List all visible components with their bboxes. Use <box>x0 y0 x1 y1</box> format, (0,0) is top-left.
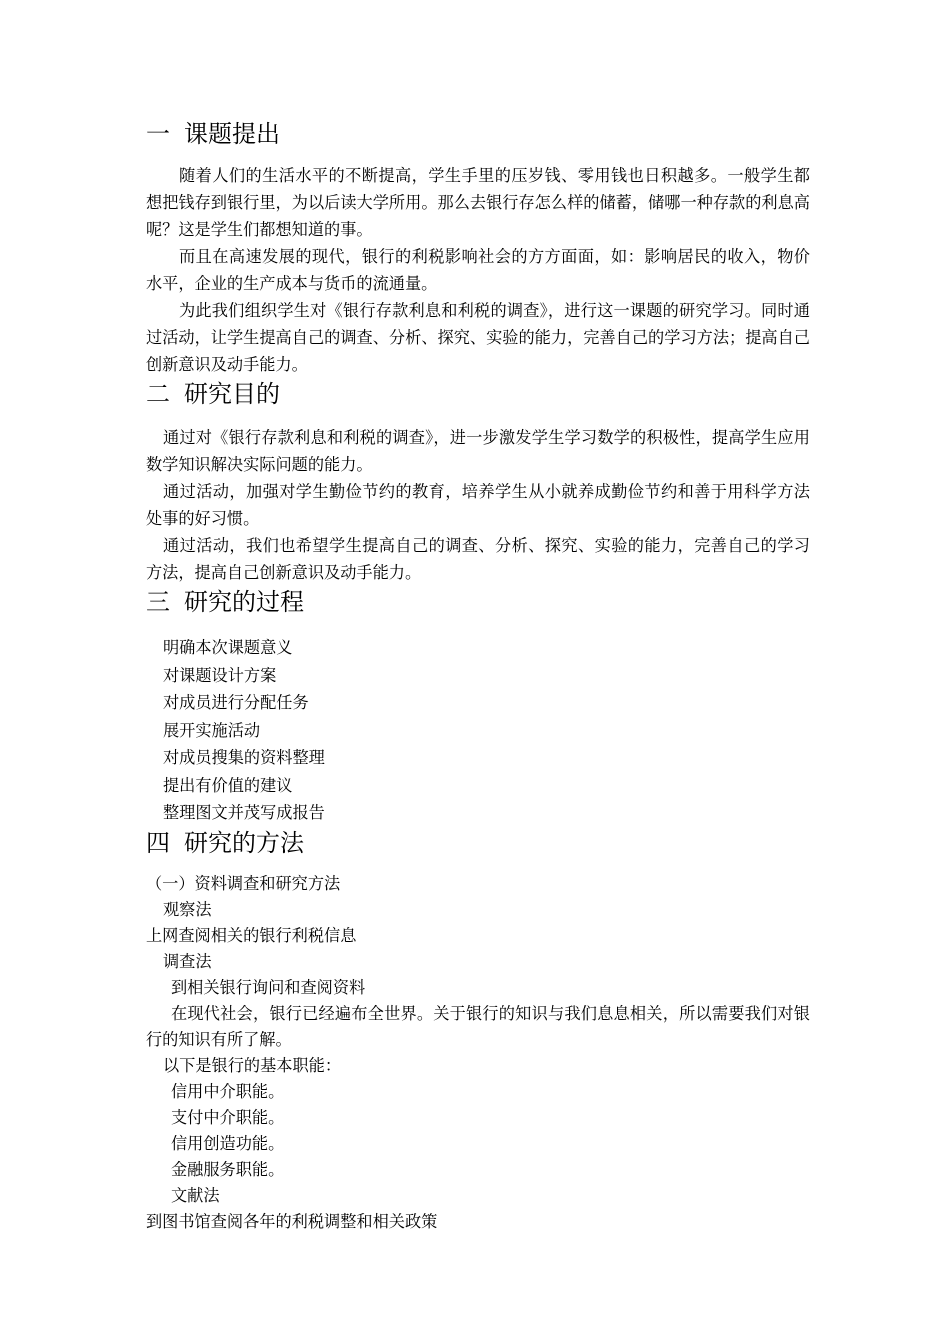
section-heading-1 <box>146 118 810 150</box>
section-heading-2 <box>146 378 810 410</box>
section-title: 课题提出 <box>184 120 280 148</box>
section-title: 研究的过程 <box>184 588 304 616</box>
section-number: 四 <box>146 828 170 857</box>
list-item: 对课题设计方案 <box>163 665 277 685</box>
function-item: 信用创造功能。 <box>171 1133 285 1153</box>
section-title: 研究的方法 <box>184 828 304 857</box>
paragraph: 随着人们的生活水平的不断提高，学生手里的压岁钱、零用钱也日积越多。一般学生都想把钱存到银行里，为以后读大学所用。那么去银行存怎么样的储蓄，储哪一种存款的利息高呢？这是学生们都想知道的事。 <box>146 166 810 239</box>
section-body-2 <box>146 424 810 586</box>
section-number: 二 <box>146 380 170 408</box>
list-item: 明确本次课题意义 <box>163 638 293 657</box>
list-item: 对成员搜集的资料整理 <box>163 748 325 767</box>
function-item: 信用中介职能。 <box>171 1081 285 1101</box>
method-detail: 上网查阅相关的银行利税信息 <box>146 925 357 945</box>
section-title: 研究目的 <box>184 380 280 408</box>
list-item: 提出有价值的建议 <box>163 775 293 795</box>
subsection-heading: （一）资料调查和研究方法 <box>146 873 341 893</box>
function-item: 金融服务职能。 <box>171 1159 285 1179</box>
section-heading-4 <box>146 827 810 859</box>
paragraph: 通过对《银行存款利息和利税的调查》，进一步激发学生学习数学的积极性，提高学生应用数学知识解决实际问题的能力。 <box>146 428 810 474</box>
paragraph: 通过活动，加强对学生勤俭节约的教育，培养学生从小就养成勤俭节约和善于用科学方法处事的好习惯。 <box>146 482 810 528</box>
document-page <box>146 118 810 1235</box>
method-name: 调查法 <box>163 951 212 971</box>
method-name: 文献法 <box>171 1185 220 1205</box>
method-name: 观察法 <box>163 899 212 919</box>
paragraph: 通过活动，我们也希望学生提高自己的调查、分析、探究、实验的能力，完善自己的学习方法，提高自己创新意识及动手能力。 <box>146 536 810 582</box>
process-list <box>146 634 810 827</box>
section-body-4 <box>146 871 810 1235</box>
list-item: 整理图文并茂写成报告 <box>163 803 325 822</box>
section-number: 一 <box>146 120 170 148</box>
function-item: 支付中介职能。 <box>171 1107 285 1127</box>
paragraph: 以下是银行的基本职能： <box>163 1055 342 1075</box>
section-body-1 <box>146 162 810 378</box>
method-detail: 到图书馆查阅各年的利税调整和相关政策 <box>146 1211 438 1231</box>
paragraph: 而且在高速发展的现代，银行的利税影响社会的方方面面，如：影响居民的收入，物价水平，企业的生产成本与货币的流通量。 <box>146 247 810 293</box>
paragraph: 在现代社会，银行已经遍布全世界。关于银行的知识与我们息息相关，所以需要我们对银行的知识有所了解。 <box>146 1003 810 1049</box>
list-item: 对成员进行分配任务 <box>163 693 309 712</box>
section-heading-3 <box>146 586 810 618</box>
section-number: 三 <box>146 588 170 616</box>
method-detail: 到相关银行询问和查阅资料 <box>171 977 366 997</box>
paragraph: 为此我们组织学生对《银行存款利息和利税的调查》，进行这一课题的研究学习。同时通过活动，让学生提高自己的调查、分析、探究、实验的能力，完善自己的学习方法；提高自己创新意识及动手能力。 <box>146 301 810 374</box>
list-item: 展开实施活动 <box>163 720 261 740</box>
